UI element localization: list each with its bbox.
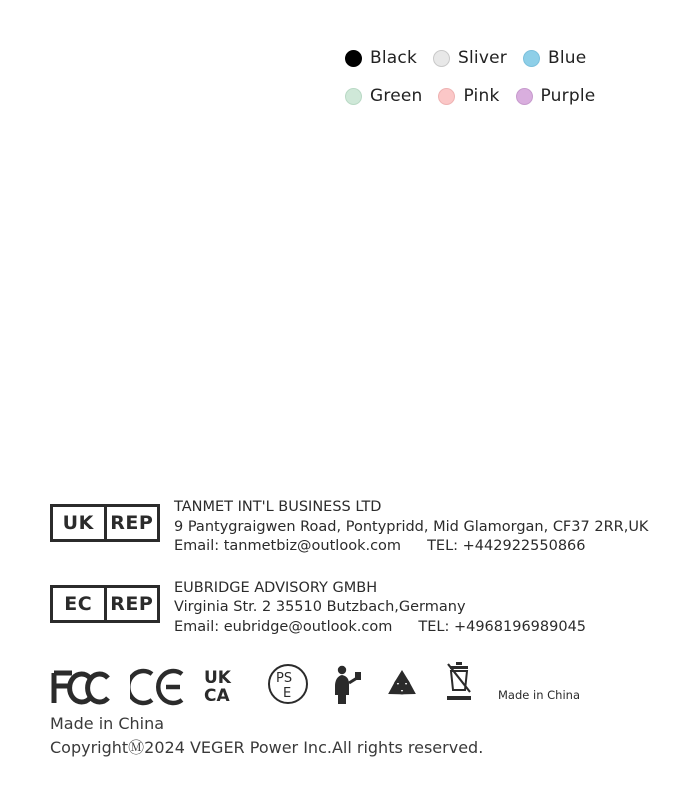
footer: [50, 712, 483, 760]
footer-made-in: Made in China: [50, 714, 165, 733]
color-option-sliver[interactable]: [433, 48, 507, 68]
color-legend-row: [345, 86, 645, 106]
tidyman-icon: [328, 664, 362, 706]
recycle-icon: [380, 666, 424, 706]
svg-text:CA: CA: [204, 686, 230, 706]
uk-rep-contact: [174, 537, 648, 557]
color-label-sliver: Sliver: [458, 48, 507, 68]
uk-rep-block: [50, 498, 650, 557]
ukca-icon: [204, 666, 248, 706]
uk-rep-details: [174, 498, 648, 557]
color-label-pink: Pink: [463, 86, 500, 106]
fcc-icon: [50, 670, 112, 706]
footer-copyright: CopyrightⓂ2024 VEGER Power Inc.All rights reserved.: [50, 738, 484, 757]
color-swatch-sliver: [433, 50, 450, 67]
representatives-section: [50, 498, 650, 659]
color-swatch-pink: [438, 88, 455, 105]
ec-rep-block: [50, 579, 650, 638]
ec-rep-badge-left: EC: [64, 592, 93, 615]
color-swatch-purple: [516, 88, 533, 105]
ec-rep-contact: [174, 618, 586, 638]
uk-rep-email: Email: tanmetbiz@outlook.com: [174, 538, 402, 555]
color-legend: [345, 48, 645, 124]
ec-rep-badge: [50, 585, 160, 623]
ec-rep-email: Email: eubridge@outlook.com: [174, 618, 393, 635]
svg-text:E: E: [283, 686, 292, 701]
color-option-purple[interactable]: [516, 86, 596, 106]
color-option-pink[interactable]: [438, 86, 499, 106]
ec-rep-address: Virginia Str. 2 35510 Butzbach,Germany: [174, 599, 466, 616]
ec-rep-tel: TEL: +4968196989045: [418, 618, 587, 635]
uk-rep-company: TANMET INT'L BUSINESS LTD: [174, 499, 382, 515]
certification-marks: [50, 650, 580, 706]
uk-rep-address: 9 Pantygraigwen Road, Pontypridd, Mid Glamorgan, CF37 2RR,UK: [174, 518, 649, 535]
pse-icon: [266, 662, 310, 706]
uk-rep-badge: [50, 504, 160, 542]
uk-rep-tel: TEL: +442922550866: [427, 538, 586, 555]
svg-text:UK: UK: [204, 668, 231, 688]
svg-text:PS: PS: [276, 671, 293, 686]
color-swatch-black: [345, 50, 362, 67]
color-label-black: Black: [370, 48, 417, 68]
ec-rep-badge-right: REP: [104, 588, 158, 620]
color-swatch-blue: [523, 50, 540, 67]
ec-rep-details: [174, 579, 586, 638]
color-option-blue[interactable]: [523, 48, 586, 68]
color-option-green[interactable]: [345, 86, 422, 106]
color-swatch-green: [345, 88, 362, 105]
marks-made-in-note: Made in China: [498, 688, 580, 702]
ce-icon: [130, 668, 186, 706]
color-label-blue: Blue: [547, 48, 587, 68]
color-label-green: Green: [370, 86, 423, 106]
weee-icon: [442, 660, 476, 706]
color-legend-row: [345, 48, 645, 68]
uk-rep-badge-right: REP: [104, 507, 158, 539]
ec-rep-company: EUBRIDGE ADVISORY GMBH: [174, 579, 378, 596]
uk-rep-badge-left: UK: [62, 512, 94, 534]
color-label-purple: Purple: [540, 86, 596, 106]
color-option-black[interactable]: [345, 48, 417, 68]
